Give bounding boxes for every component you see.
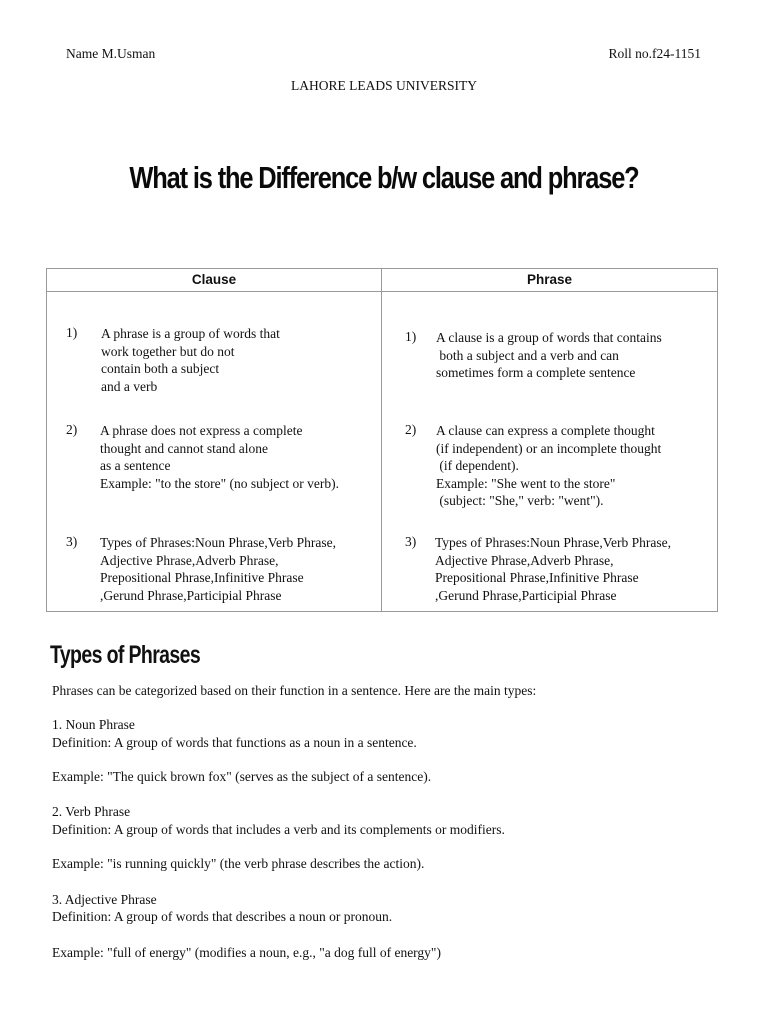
roll-number: Roll no.f24-1151 (608, 46, 701, 61)
section-intro: Phrases can be categorized based on their function in a sentence. Here are the main types: (52, 683, 537, 698)
row-3-left-number: 3) (66, 534, 78, 549)
phrase-type-3-name: 3. Adjective Phrase (52, 892, 157, 907)
row-2-right-number: 2) (405, 422, 417, 437)
phrase-type-1-example: Example: "The quick brown fox" (serves as the subject of a sentence). (52, 769, 432, 784)
university-name: LAHORE LEADS UNIVERSITY (291, 78, 477, 93)
phrase-type-3-example: Example: "full of energy" (modifies a noun, e.g., "a dog full of energy") (52, 945, 441, 960)
row-1-right-text: A clause is a group of words that contains both a subject and a verb and can sometimes form a complete sentence (436, 330, 662, 380)
phrase-type-2-definition: Definition: A group of words that includes a verb and its complements or modifiers. (52, 822, 505, 837)
row-2-right-text: A clause can express a complete thought (if independent) or an incomplete thought (if dependent). Example: "She went to the store" (subject: "She," verb: "went"). (436, 423, 662, 508)
row-1-right-number: 1) (405, 329, 417, 344)
row-1-left-text: A phrase is a group of words that work together but do not contain both a subject and a verb (101, 326, 280, 394)
phrase-type-3-definition: Definition: A group of words that describes a noun or pronoun. (52, 909, 393, 924)
header-phrase: Phrase (526, 272, 573, 287)
header-clause: Clause (191, 272, 237, 287)
section-heading: Types of Phrases (50, 641, 201, 669)
row-3-left-text: Types of Phrases:Noun Phrase,Verb Phrase, Adjective Phrase,Adverb Phrase, Prepositional Phrase,Infinitive Phrase ,Gerund Phrase,Participial Phrase (100, 535, 337, 603)
phrase-type-2-example: Example: "is running quickly" (the verb phrase describes the action). (52, 856, 425, 871)
row-1-left-number: 1) (66, 325, 78, 340)
page-title: What is the Difference b/w clause and phrase? (129, 160, 639, 195)
phrase-type-2-name: 2. Verb Phrase (52, 804, 131, 819)
table-header-divider (47, 291, 717, 292)
phrase-type-1-name: 1. Noun Phrase (52, 717, 135, 732)
row-2-left-number: 2) (66, 422, 78, 437)
comparison-table (46, 268, 718, 612)
row-3-right-text: Types of Phrases:Noun Phrase,Verb Phrase, Adjective Phrase,Adverb Phrase, Prepositional Phrase,Infinitive Phrase ,Gerund Phrase,Participial Phrase (435, 535, 672, 603)
row-2-left-text: A phrase does not express a complete thought and cannot stand alone as a sentence Example: "to the store" (no subject or verb). (100, 423, 339, 491)
row-3-right-number: 3) (405, 534, 417, 549)
phrase-type-1-definition: Definition: A group of words that functions as a noun in a sentence. (52, 735, 417, 750)
table-column-divider (381, 269, 382, 611)
student-name: Name M.Usman (66, 46, 156, 61)
